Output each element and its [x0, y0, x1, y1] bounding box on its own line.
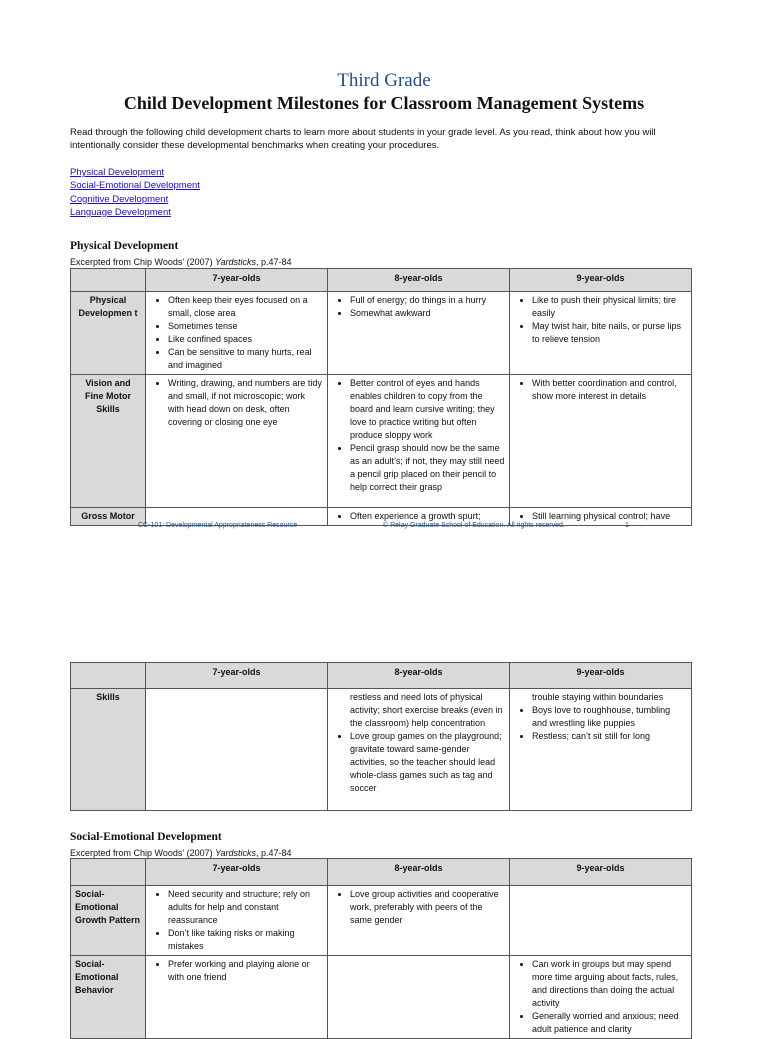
cell-7yo [146, 689, 328, 811]
source-prefix: Excerpted from Chip Woods' (2007) [70, 257, 216, 267]
header-7yo: 7-year-olds [146, 859, 328, 886]
physical-heading: Physical Development [70, 240, 179, 252]
cell-8yo [328, 292, 510, 375]
link-language-development[interactable]: Language Development [70, 206, 171, 218]
bullet-list [514, 377, 687, 403]
bullet-item: • With better coordination and control, show more interest in details [532, 377, 687, 403]
bullet-item: • Prefer working and playing alone or with one friend [168, 958, 323, 984]
cell-7yo [146, 375, 328, 508]
bullet-item: • Generally worried and anxious; need adult patience and clarity [532, 1010, 687, 1036]
header-blank [71, 269, 146, 292]
bullet-list [332, 377, 505, 494]
bullet-list [514, 958, 687, 1036]
page-title: Child Development Milestones for Classroom Management Systems [123, 93, 645, 113]
header-7yo: 7-year-olds [146, 269, 328, 292]
bullet-item: • Often keep their eyes focused on a small, close area [168, 294, 323, 320]
bullet-item: • Restless; can’t sit still for long [532, 730, 687, 743]
section-links [70, 166, 200, 219]
bullet-list [150, 377, 323, 429]
cell-9yo [510, 375, 692, 508]
cell-8yo [328, 886, 510, 956]
header-8yo: 8-year-olds [328, 663, 510, 689]
header-9yo: 9-year-olds [510, 663, 692, 689]
social-table [70, 858, 692, 1039]
physical-table-clip [0, 268, 768, 519]
bullet-item: • Can be sensitive to many hurts, real and imagined [168, 346, 323, 372]
row-label: Social-Emotional Behavior [71, 956, 146, 1039]
bullet-item: • Often experience a growth spurt; [350, 510, 505, 523]
header-blank [71, 859, 146, 886]
table-row [71, 689, 692, 811]
link-physical-development[interactable]: Physical Development [70, 167, 164, 178]
bullet-item: • Need security and structure; rely on adults for help and constant reassurance [168, 888, 323, 927]
bullet-item: • Still learning physical control; have [532, 510, 687, 523]
footer-page-number: 1 [625, 522, 629, 529]
social-table-clip [0, 858, 768, 1034]
bullet-item: • Love group games on the playground; gravitate toward same-gender activities, so the teacher should lead whole-class games such as tag and soccer [350, 730, 505, 795]
row-label: Vision and Fine Motor Skills [71, 375, 146, 508]
bullet-item: • Better control of eyes and hands enables children to copy from the board and learn cursive writing; they love to practice writing but often produce sloppy work [350, 377, 505, 442]
bullet-list [150, 958, 323, 984]
bullet-list [332, 888, 505, 927]
cell-9yo [510, 886, 692, 956]
header-9yo: 9-year-olds [510, 269, 692, 292]
bullet-item: • Like confined spaces [168, 333, 323, 346]
table-row [71, 292, 692, 375]
bullet-item: • Full of energy; do things in a hurry [350, 294, 505, 307]
table-header-row [71, 859, 692, 886]
bullet-list [332, 294, 505, 320]
row-label: Gross Motor [71, 508, 146, 526]
bullet-item: • May twist hair, bite nails, or purse lips to relieve tension [532, 320, 687, 346]
table-row [71, 956, 692, 1039]
header-8yo: 8-year-olds [328, 859, 510, 886]
physical-table [70, 268, 692, 526]
cell-7yo [146, 956, 328, 1039]
social-source [70, 848, 292, 858]
link-social-emotional-development[interactable]: Social-Emotional Development [70, 180, 200, 192]
physical-cont-clip [0, 662, 768, 808]
bullet-item: • Writing, drawing, and numbers are tidy and small, if not microscopic; work with head down on desk, often covering or closing one eye [168, 377, 323, 429]
footer-center: © Relay Graduate School of Education. All rights reserved. [383, 522, 565, 529]
cell-7yo [146, 886, 328, 956]
table-row [71, 375, 692, 508]
physical-cont-table [70, 662, 692, 811]
source-suffix: , p.47-84 [255, 257, 292, 267]
header-blank [71, 663, 146, 689]
cell-8yo [328, 689, 510, 811]
row-label: Skills [71, 689, 146, 811]
link-cognitive-development[interactable]: Cognitive Development [70, 193, 169, 205]
row-label: Social-Emotional Growth Pattern [71, 886, 146, 956]
cell-9yo [510, 292, 692, 375]
row-label: Physical Developmen t [71, 292, 146, 375]
bullet-item: • Love group activities and cooperative work, preferably with peers of the same gender [350, 888, 505, 927]
cell-9yo [510, 956, 692, 1039]
header-9yo: 9-year-olds [510, 859, 692, 886]
intro-paragraph: Read through the following child development charts to learn more about students in your grade level. As you read, think about how you will intentionally consider these developmental benchmarks when creating your procedures. [70, 127, 656, 151]
cell-7yo [146, 292, 328, 375]
physical-source [70, 257, 292, 267]
continued-text: trouble staying within boundaries [532, 692, 664, 702]
table-row [71, 886, 692, 956]
bullet-list [150, 888, 323, 953]
table-header-row [71, 663, 692, 689]
table-header-row [71, 269, 692, 292]
source-title: Yardsticks [215, 848, 256, 858]
footer-left: CC-101: Developmental Appropriateness Resource [138, 522, 298, 529]
bullet-item: • Sometimes tense [168, 320, 323, 333]
source-suffix: , p.47-84 [255, 848, 292, 858]
header-7yo: 7-year-olds [146, 663, 328, 689]
header-8yo: 8-year-olds [328, 269, 510, 292]
grade-title: Third Grade [337, 70, 431, 91]
continued-text: restless and need lots of physical activity; short exercise breaks (even in the classroom) help concentration [350, 692, 503, 728]
bullet-list [514, 294, 687, 346]
source-title: Yardsticks [215, 257, 256, 267]
bullet-item: • Like to push their physical limits; tire easily [532, 294, 687, 320]
bullet-item: • Somewhat awkward [350, 307, 505, 320]
cell-9yo [510, 689, 692, 811]
source-prefix: Excerpted from Chip Woods' (2007) [70, 848, 216, 858]
cell-8yo [328, 956, 510, 1039]
social-heading: Social-Emotional Development [70, 831, 222, 843]
bullet-list [150, 294, 323, 372]
cell-8yo [328, 375, 510, 508]
bullet-item: • Can work in groups but may spend more time arguing about facts, rules, and directions than doing the actual activity [532, 958, 687, 1010]
bullet-item: • Pencil grasp should now be the same as an adult’s; if not, they may still need a pencil grip placed on their pencil to help correct their grasp [350, 442, 505, 494]
bullet-item: • Boys love to roughhouse, tumbling and wrestling like puppies [532, 704, 687, 730]
bullet-item: • Don’t like taking risks or making mistakes [168, 927, 323, 953]
